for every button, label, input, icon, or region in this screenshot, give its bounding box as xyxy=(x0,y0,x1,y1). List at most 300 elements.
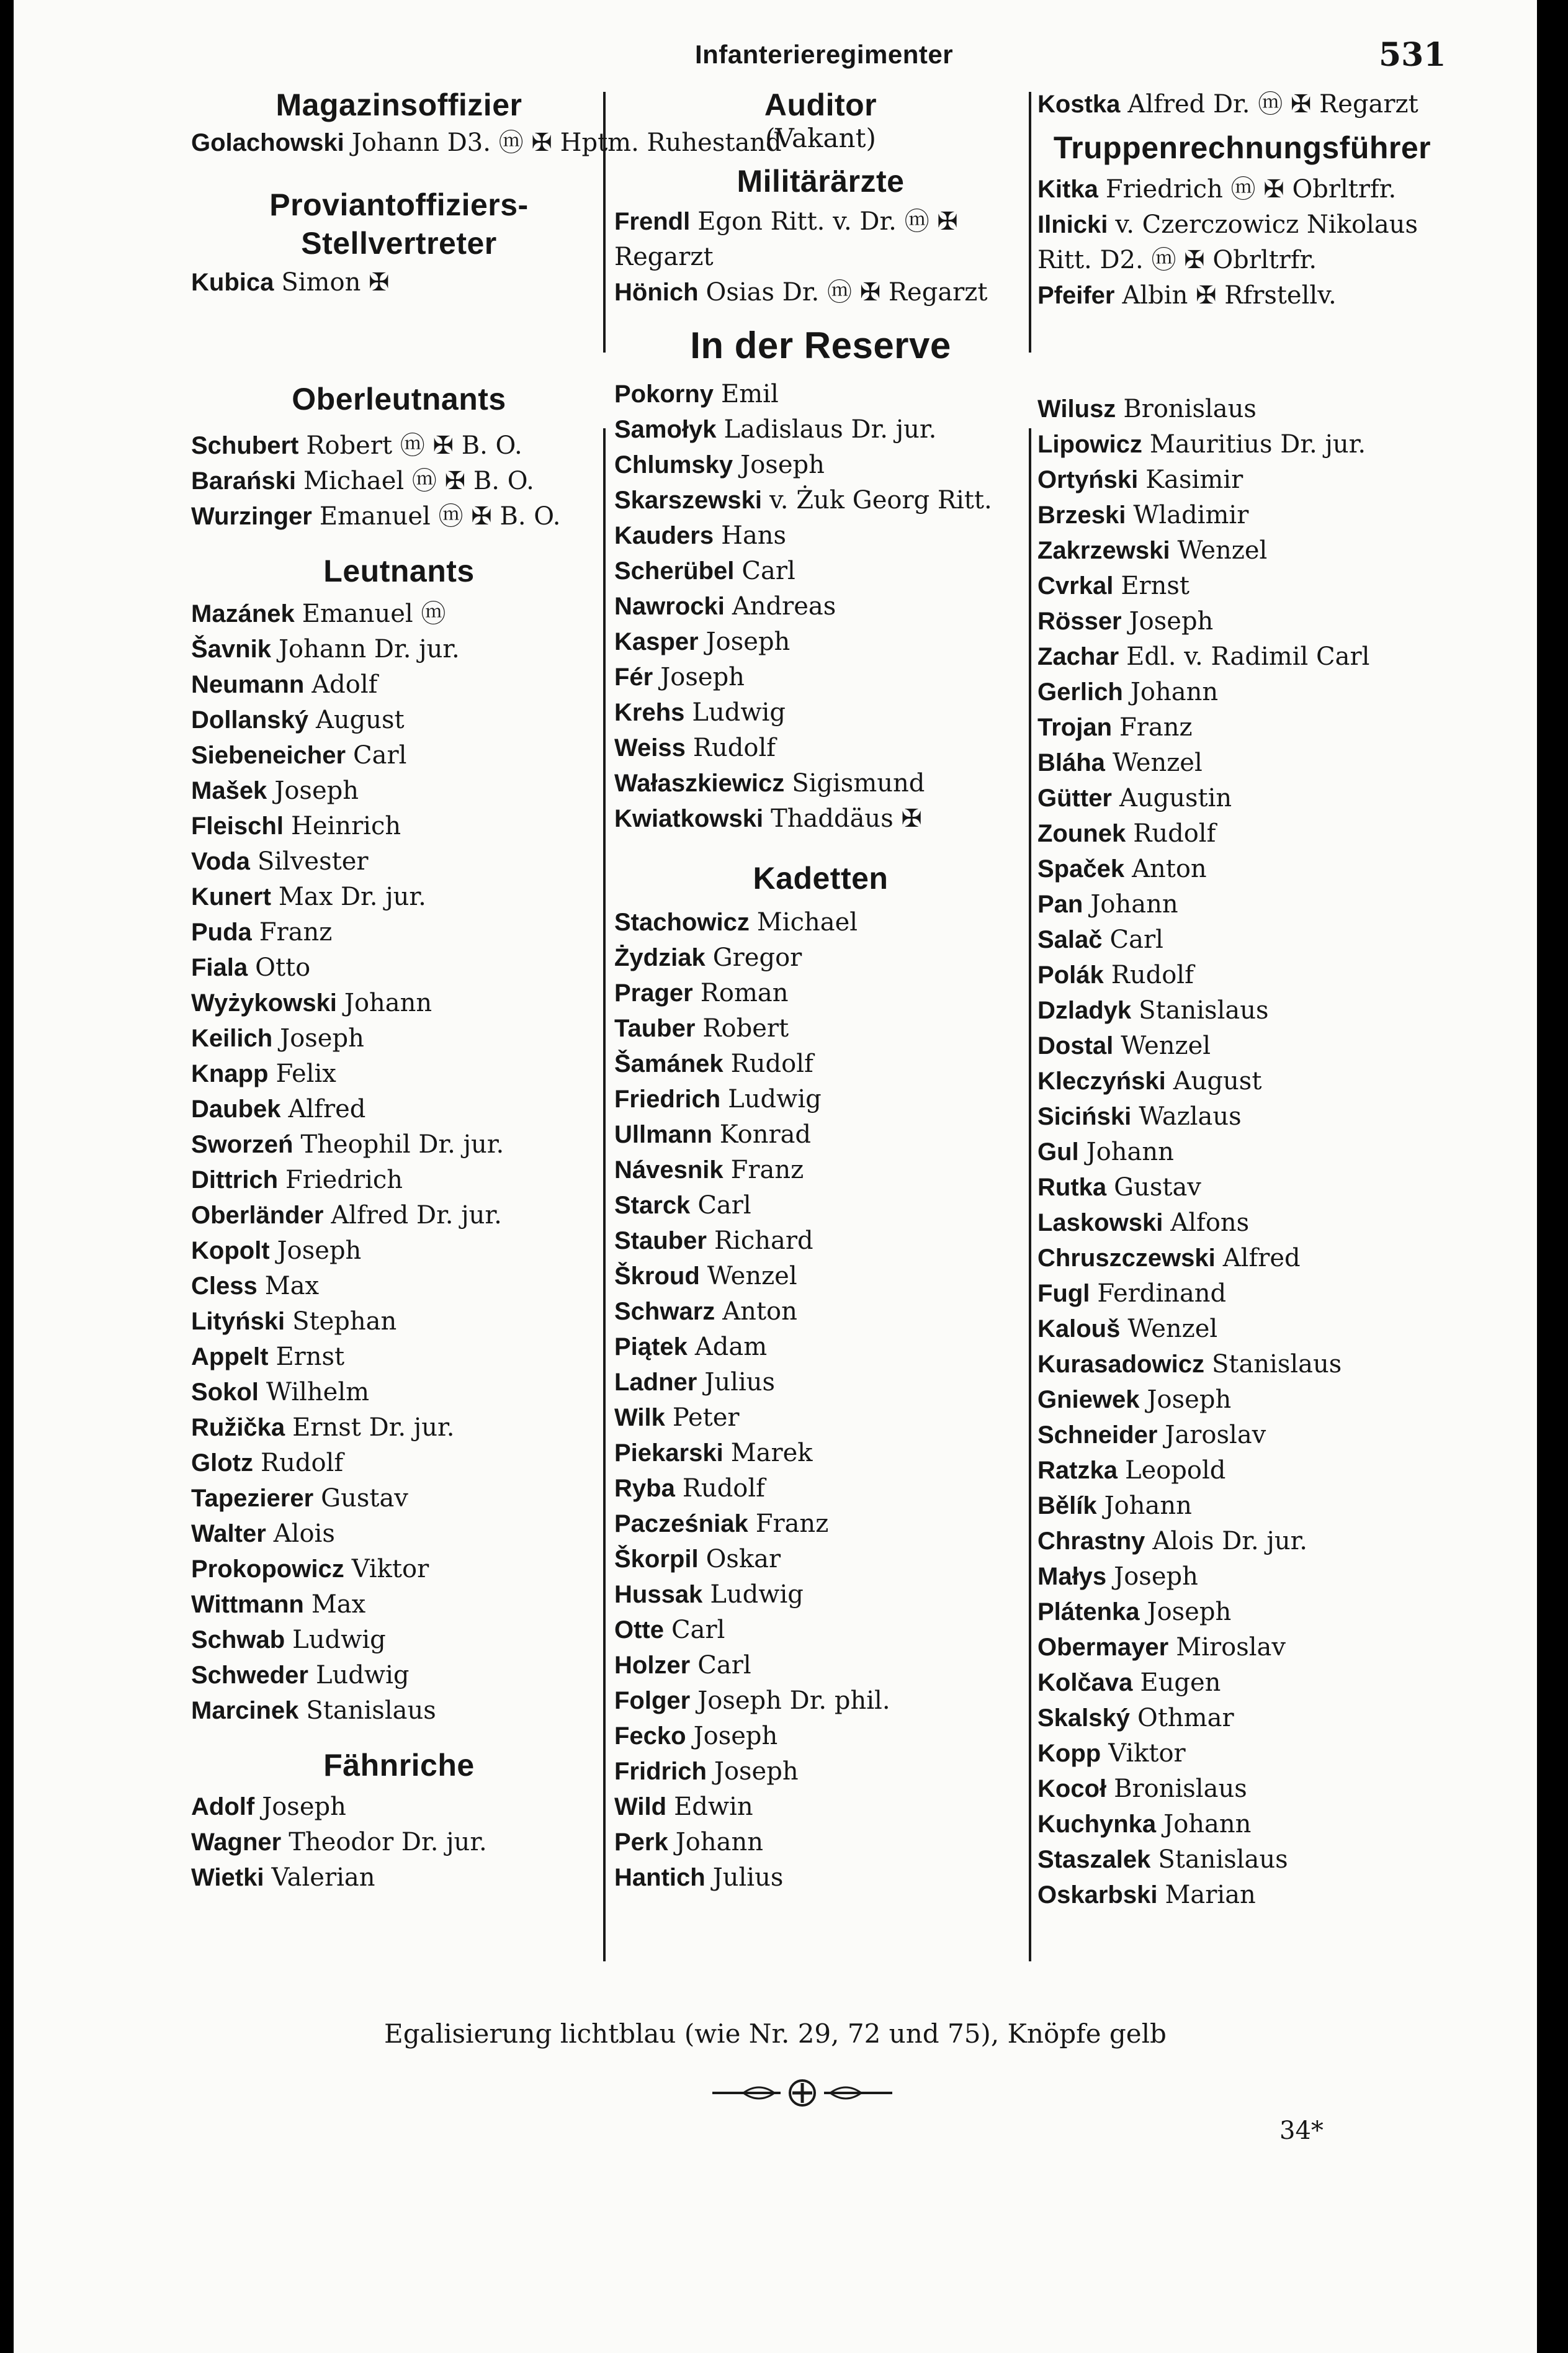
entry-surname: Rutka xyxy=(1037,1174,1107,1201)
list-item xyxy=(614,1683,1027,1719)
entry-surname: Gerlich xyxy=(1037,678,1123,706)
entry-surname: Nawrocki xyxy=(614,593,725,620)
list-item xyxy=(1037,1347,1447,1382)
list-item xyxy=(614,1648,1027,1683)
entry-details: Joseph xyxy=(693,1722,778,1750)
entry-surname: Oskarbski xyxy=(1037,1881,1158,1909)
entry-surname: Spaček xyxy=(1037,855,1125,883)
signature-mark: 34* xyxy=(1279,2117,1324,2145)
entry-surname: Marcinek xyxy=(191,1697,299,1724)
entry-details: Robert ⓜ ✠ B. O. xyxy=(306,431,522,460)
list-item xyxy=(614,1471,1027,1506)
list-item xyxy=(1037,1099,1447,1135)
list-item xyxy=(191,632,607,667)
entry-surname: Krehs xyxy=(614,699,685,726)
list-item xyxy=(614,448,1027,483)
entry-details: Johann xyxy=(1130,678,1219,706)
entry-surname: Prokopowicz xyxy=(191,1555,344,1583)
list-item xyxy=(1037,1807,1447,1842)
entry-details: Joseph Dr. phil. xyxy=(697,1686,890,1715)
list-item xyxy=(1037,675,1447,710)
entry-surname: Kostka xyxy=(1037,91,1121,118)
entry-details: Andreas xyxy=(732,592,836,621)
entry-surname: Kopp xyxy=(1037,1740,1101,1767)
list-item xyxy=(614,554,1027,589)
entry-surname: Fleischl xyxy=(191,812,284,840)
list-item xyxy=(1037,1311,1447,1347)
list-item xyxy=(191,844,607,880)
list-item xyxy=(1037,1276,1447,1311)
entry-surname: Fridrich xyxy=(614,1758,707,1785)
entry-details: Roman xyxy=(700,979,789,1007)
list-item xyxy=(614,905,1027,940)
entry-surname: Laskowski xyxy=(1037,1209,1163,1236)
entry-surname: Weiss xyxy=(614,734,686,762)
entry-details: Johann xyxy=(1086,1138,1174,1166)
entry-details: Wenzel xyxy=(1112,749,1203,777)
entry-surname: Gütter xyxy=(1037,785,1112,812)
entry-details: Michael xyxy=(756,908,858,937)
list-item xyxy=(1037,1701,1447,1736)
list-item xyxy=(1037,462,1447,498)
list-item xyxy=(191,428,607,464)
list-item xyxy=(1037,958,1447,993)
entry-details: Joseph xyxy=(714,1757,799,1786)
entry-details: Emanuel ⓜ ✠ B. O. xyxy=(319,502,561,531)
list-item xyxy=(1037,1524,1447,1559)
list-item xyxy=(1037,172,1447,207)
list-item xyxy=(191,738,607,773)
entry-details: Ludwig xyxy=(710,1580,804,1609)
document-page xyxy=(14,0,1537,2353)
entry-surname: Šavnik xyxy=(191,636,271,663)
entry-details: Wenzel xyxy=(1177,536,1268,565)
list-item xyxy=(191,667,607,703)
entry-details: Richard xyxy=(714,1226,813,1255)
entry-surname: Rösser xyxy=(1037,608,1122,635)
entry-details: Franz xyxy=(755,1509,829,1538)
entry-surname: Pfeifer xyxy=(1037,282,1115,309)
entry-details: Joseph xyxy=(262,1793,346,1821)
entry-surname: Hönich xyxy=(614,279,699,306)
entry-surname: Cvrkal xyxy=(1037,572,1114,600)
list-item xyxy=(614,624,1027,660)
entry-details: Anton xyxy=(722,1297,797,1326)
entry-details: Carl xyxy=(1109,925,1163,954)
entry-details: Wenzel xyxy=(1127,1315,1218,1343)
entry-surname: Mazánek xyxy=(191,600,295,628)
entry-details: v. Żuk Georg Ritt. xyxy=(769,486,992,515)
entry-details: Miroslav xyxy=(1176,1633,1286,1662)
entry-details: Ludwig xyxy=(292,1626,386,1654)
entry-surname: Ryba xyxy=(614,1475,675,1502)
list-item xyxy=(191,1587,607,1622)
entry-surname: Wittmann xyxy=(191,1591,304,1618)
entry-surname: Zounek xyxy=(1037,820,1126,847)
entry-details: Julius xyxy=(712,1863,784,1892)
list-item xyxy=(191,880,607,915)
list-leutnants xyxy=(191,596,607,1729)
entry-details: Kasimir xyxy=(1145,466,1243,494)
entry-details: Peter xyxy=(672,1403,740,1432)
section-heading-auditor: Auditor xyxy=(764,88,877,122)
entry-details: Stephan xyxy=(292,1307,397,1336)
entry-details: Felix xyxy=(276,1060,336,1088)
list-kadetten xyxy=(614,905,1027,1896)
entry-surname: Wilk xyxy=(614,1404,665,1431)
list-item xyxy=(614,1294,1027,1329)
ornament-icon xyxy=(706,2074,898,2112)
entry-details: Silvester xyxy=(257,847,369,876)
entry-details: Hans xyxy=(721,521,787,550)
entry-details: Anton xyxy=(1132,855,1207,883)
entry-surname: Gul xyxy=(1037,1138,1079,1166)
list-item xyxy=(614,1046,1027,1082)
entry-details: Rudolf xyxy=(260,1449,344,1477)
entry-details: Joseph xyxy=(277,1236,362,1265)
entry-surname: Kurasadowicz xyxy=(1037,1351,1204,1378)
entry-details: Leopold xyxy=(1124,1456,1226,1485)
list-item xyxy=(614,518,1027,554)
list-reserve-part2 xyxy=(1037,392,1447,1913)
list-item xyxy=(614,1436,1027,1471)
entry-surname: Prager xyxy=(614,979,693,1007)
entry-surname: Perk xyxy=(614,1829,668,1856)
entry-surname: Obermayer xyxy=(1037,1634,1169,1661)
entry-details: Johann xyxy=(1104,1491,1192,1520)
section-heading-leutnants: Leutnants xyxy=(323,554,475,588)
entry-surname: Piątek xyxy=(614,1333,688,1361)
list-item xyxy=(614,976,1027,1011)
entry-details: Thaddäus ✠ xyxy=(771,804,922,833)
list-item xyxy=(614,1860,1027,1896)
entry-details: Gustav xyxy=(1114,1173,1201,1202)
list-item xyxy=(614,1153,1027,1188)
list-item xyxy=(191,1092,607,1127)
entry-details: Mauritius Dr. jur. xyxy=(1149,430,1366,459)
entry-surname: Friedrich xyxy=(614,1086,721,1113)
entry-details: Johann xyxy=(1090,890,1178,919)
entry-details: Oskar xyxy=(706,1545,781,1573)
list-magazin xyxy=(191,125,782,161)
entry-surname: Piekarski xyxy=(614,1439,724,1467)
entry-surname: Schubert xyxy=(191,432,299,459)
list-item xyxy=(191,703,607,738)
entry-details: Augustin xyxy=(1119,784,1232,812)
entry-surname: Skarszewski xyxy=(614,487,762,514)
entry-details: Heinrich xyxy=(290,812,401,840)
entry-surname: Dollanský xyxy=(191,706,308,734)
entry-details: Stanislaus xyxy=(1139,996,1269,1025)
entry-details: Theophil Dr. jur. xyxy=(300,1130,504,1159)
entry-details: Franz xyxy=(1119,713,1193,742)
list-item xyxy=(1037,1453,1447,1488)
entry-surname: Dostal xyxy=(1037,1032,1114,1060)
list-item xyxy=(614,1542,1027,1577)
entry-details: Marian xyxy=(1165,1881,1256,1909)
list-item xyxy=(614,766,1027,801)
entry-details: Johann D3. ⓜ ✠ Hptm. Ruhestand xyxy=(351,128,782,157)
entry-details: Othmar xyxy=(1137,1704,1234,1732)
column-rule-right-lower xyxy=(1029,428,1031,1961)
list-item xyxy=(614,1506,1027,1542)
entry-surname: Daubek xyxy=(191,1096,281,1123)
entry-details: Ludwig xyxy=(728,1085,822,1114)
list-item xyxy=(1037,207,1447,278)
entry-details: Adolf xyxy=(311,670,378,699)
entry-details: Johann xyxy=(344,989,432,1017)
entry-details: Joseph xyxy=(1129,607,1214,636)
entry-surname: Kleczyński xyxy=(1037,1068,1166,1095)
list-item xyxy=(1037,1205,1447,1241)
list-item xyxy=(614,1188,1027,1223)
entry-details: Wenzel xyxy=(707,1262,797,1290)
entry-surname: Sokol xyxy=(191,1379,259,1406)
entry-details: Joseph xyxy=(1147,1598,1232,1626)
entry-surname: Polák xyxy=(1037,961,1104,989)
list-item xyxy=(191,596,607,632)
list-item xyxy=(614,377,1027,412)
section-heading-proviant: Proviantoffiziers-Stellvertreter xyxy=(269,187,529,261)
entry-surname: Ratzka xyxy=(1037,1457,1118,1484)
entry-details: Viktor xyxy=(351,1555,429,1583)
list-faehnriche xyxy=(191,1789,607,1896)
list-item xyxy=(1037,1170,1447,1205)
list-item xyxy=(1037,87,1447,122)
list-item xyxy=(1037,1064,1447,1099)
entry-details: Carl xyxy=(671,1616,725,1644)
entry-details: Ernst Dr. jur. xyxy=(292,1413,455,1442)
entry-surname: Otte xyxy=(614,1616,664,1644)
list-item xyxy=(191,125,782,161)
entry-surname: Zachar xyxy=(1037,643,1119,670)
list-item xyxy=(1037,533,1447,569)
entry-details: Marek xyxy=(730,1439,813,1467)
entry-surname: Kauders xyxy=(614,522,714,549)
list-item xyxy=(614,940,1027,976)
list-item xyxy=(614,1365,1027,1400)
entry-surname: Kwiatkowski xyxy=(614,805,764,832)
entry-surname: Bělík xyxy=(1037,1492,1097,1519)
entry-surname: Cless xyxy=(191,1272,258,1300)
entry-surname: Wałaszkiewicz xyxy=(614,770,785,797)
entry-details: Viktor xyxy=(1108,1739,1186,1768)
entry-surname: Dittrich xyxy=(191,1166,278,1194)
entry-details: Alois xyxy=(273,1519,335,1548)
running-title: Infanterieregimenter xyxy=(694,40,954,69)
entry-details: Carl xyxy=(353,741,407,770)
facing-note: Egalisierung lichtblau (wie Nr. 29, 72 und 75), Knöpfe gelb xyxy=(384,2018,1167,2049)
entry-details: Bronislaus xyxy=(1114,1775,1247,1803)
entry-details: Eugen xyxy=(1140,1668,1221,1697)
entry-surname: Wyżykowski xyxy=(191,989,337,1017)
entry-surname: Kuchynka xyxy=(1037,1811,1157,1838)
entry-details: Franz xyxy=(259,918,333,947)
entry-surname: Kolčava xyxy=(1037,1669,1133,1696)
entry-surname: Adolf xyxy=(191,1793,255,1820)
entry-surname: Schneider xyxy=(1037,1421,1158,1449)
entry-details: Sigismund xyxy=(792,769,925,798)
section-heading-kadetten: Kadetten xyxy=(753,861,889,896)
entry-surname: Wurzinger xyxy=(191,503,312,530)
list-item xyxy=(1037,278,1447,313)
list-item xyxy=(191,1269,607,1304)
list-item xyxy=(1037,993,1447,1028)
entry-details: Bronislaus xyxy=(1123,395,1257,423)
entry-surname: Salač xyxy=(1037,926,1103,953)
list-item xyxy=(1037,569,1447,604)
section-heading-oberleutnants: Oberleutnants xyxy=(292,382,506,416)
entry-surname: Wild xyxy=(614,1793,667,1820)
entry-surname: Chrastny xyxy=(1037,1527,1145,1555)
entry-surname: Dzladyk xyxy=(1037,997,1132,1024)
entry-surname: Folger xyxy=(614,1687,691,1714)
entry-surname: Siciński xyxy=(1037,1103,1132,1130)
entry-surname: Pokorny xyxy=(614,380,714,408)
entry-details: Max Dr. jur. xyxy=(278,883,426,911)
column-right xyxy=(1037,87,1447,1913)
list-item xyxy=(1037,745,1447,781)
entry-details: Rudolf xyxy=(730,1050,813,1078)
list-item xyxy=(191,1056,607,1092)
entry-details: Wilhelm xyxy=(266,1378,370,1406)
entry-details: Alfred xyxy=(288,1095,366,1123)
entry-surname: Stauber xyxy=(614,1227,707,1254)
entry-details: Rudolf xyxy=(692,734,776,762)
list-item xyxy=(1037,710,1447,745)
entry-surname: Ilnicki xyxy=(1037,211,1108,238)
list-item xyxy=(1037,427,1447,462)
entry-surname: Walter xyxy=(191,1520,266,1547)
entry-surname: Gniewek xyxy=(1037,1386,1140,1413)
list-item xyxy=(614,1577,1027,1613)
list-item xyxy=(614,1400,1027,1436)
entry-surname: Appelt xyxy=(191,1343,269,1370)
entry-details: Ludwig xyxy=(315,1661,410,1689)
entry-details: Joseph xyxy=(1147,1385,1232,1414)
list-item xyxy=(1037,604,1447,639)
section-heading-faehnriche: Fähnriche xyxy=(323,1748,475,1783)
list-item xyxy=(191,1375,607,1410)
list-item xyxy=(191,1339,607,1375)
entry-surname: Kunert xyxy=(191,883,271,911)
list-item xyxy=(614,1754,1027,1789)
entry-surname: Návesnik xyxy=(614,1156,724,1184)
list-item xyxy=(1037,639,1447,675)
column-middle xyxy=(614,87,1027,1896)
entry-surname: Sworzeń xyxy=(191,1131,293,1158)
entry-surname: Plátenka xyxy=(1037,1598,1140,1626)
entry-surname: Fecko xyxy=(614,1722,686,1750)
list-truppen xyxy=(1037,172,1447,313)
entry-details: Otto xyxy=(255,953,311,982)
entry-surname: Lipowicz xyxy=(1037,431,1142,458)
entry-surname: Kubica xyxy=(191,269,274,296)
entry-surname: Staszalek xyxy=(1037,1846,1151,1873)
list-item xyxy=(1037,1842,1447,1878)
entry-details: Wladimir xyxy=(1133,501,1249,529)
list-item xyxy=(191,1233,607,1269)
list-item xyxy=(1037,1488,1447,1524)
column-rule-right xyxy=(1029,92,1031,353)
entry-surname: Ladner xyxy=(614,1369,697,1396)
entry-details: Egon Ritt. v. Dr. ⓜ ✠ Regarzt xyxy=(614,207,958,271)
list-item xyxy=(614,801,1027,837)
entry-surname: Šamánek xyxy=(614,1050,724,1078)
entry-surname: Scherübel xyxy=(614,557,735,585)
list-item xyxy=(614,1259,1027,1294)
entry-details: August xyxy=(1173,1067,1262,1096)
entry-details: Valerian xyxy=(271,1863,375,1892)
list-item xyxy=(1037,922,1447,958)
list-item xyxy=(1037,887,1447,922)
list-item xyxy=(614,1082,1027,1117)
entry-surname: Małys xyxy=(1037,1563,1107,1590)
entry-details: Alfons xyxy=(1170,1208,1250,1237)
entry-surname: Ružička xyxy=(191,1414,285,1441)
entry-surname: Fér xyxy=(614,664,653,691)
list-item xyxy=(1037,1736,1447,1771)
entry-details: Adam xyxy=(694,1333,768,1361)
list-item xyxy=(1037,852,1447,887)
entry-details: Stanislaus xyxy=(1211,1350,1342,1379)
list-item xyxy=(1037,1665,1447,1701)
list-item xyxy=(1037,781,1447,816)
entry-surname: Samołyk xyxy=(614,416,717,443)
entry-details: Carl xyxy=(697,1651,751,1680)
entry-surname: Tauber xyxy=(614,1015,696,1042)
entry-details: Joseph xyxy=(1114,1562,1198,1591)
list-item xyxy=(191,1481,607,1516)
entry-surname: Mašek xyxy=(191,777,267,804)
entry-details: Robert xyxy=(702,1014,789,1043)
list-item xyxy=(191,1789,607,1825)
entry-surname: Kitka xyxy=(1037,176,1098,203)
list-item xyxy=(191,773,607,809)
list-item xyxy=(614,412,1027,448)
list-item xyxy=(614,1825,1027,1860)
entry-surname: Tapezierer xyxy=(191,1485,314,1512)
entry-surname: Pacześniak xyxy=(614,1510,748,1537)
entry-details: Joseph xyxy=(660,663,745,691)
entry-surname: Škorpil xyxy=(614,1545,699,1573)
entry-details: Stanislaus xyxy=(1158,1845,1288,1874)
entry-details: Rudolf xyxy=(682,1474,765,1503)
list-item xyxy=(614,1223,1027,1259)
list-item xyxy=(614,483,1027,518)
list-oberleutnants xyxy=(191,428,607,534)
entry-details: Ernst xyxy=(1121,572,1189,600)
entry-details: Albin ✠ Rfrstellv. xyxy=(1122,281,1337,310)
entry-details: Max xyxy=(264,1272,320,1300)
entry-surname: Schwab xyxy=(191,1626,285,1653)
entry-surname: Kocoł xyxy=(1037,1775,1107,1802)
list-item xyxy=(191,1127,607,1163)
entry-details: Ladislaus Dr. jur. xyxy=(724,415,937,444)
entry-details: Max xyxy=(311,1590,366,1619)
list-item xyxy=(191,915,607,950)
list-item xyxy=(1037,1418,1447,1453)
entry-surname: Golachowski xyxy=(191,129,344,156)
list-item xyxy=(191,1021,607,1056)
entry-details: Alfred xyxy=(1222,1244,1301,1272)
entry-surname: Fiala xyxy=(191,954,248,981)
list-item xyxy=(614,589,1027,624)
entry-surname: Škroud xyxy=(614,1262,700,1290)
entry-surname: Kalouš xyxy=(1037,1315,1121,1343)
entry-details: Michael ⓜ ✠ B. O. xyxy=(303,467,534,495)
entry-details: Edl. v. Radimil Carl xyxy=(1126,642,1370,671)
